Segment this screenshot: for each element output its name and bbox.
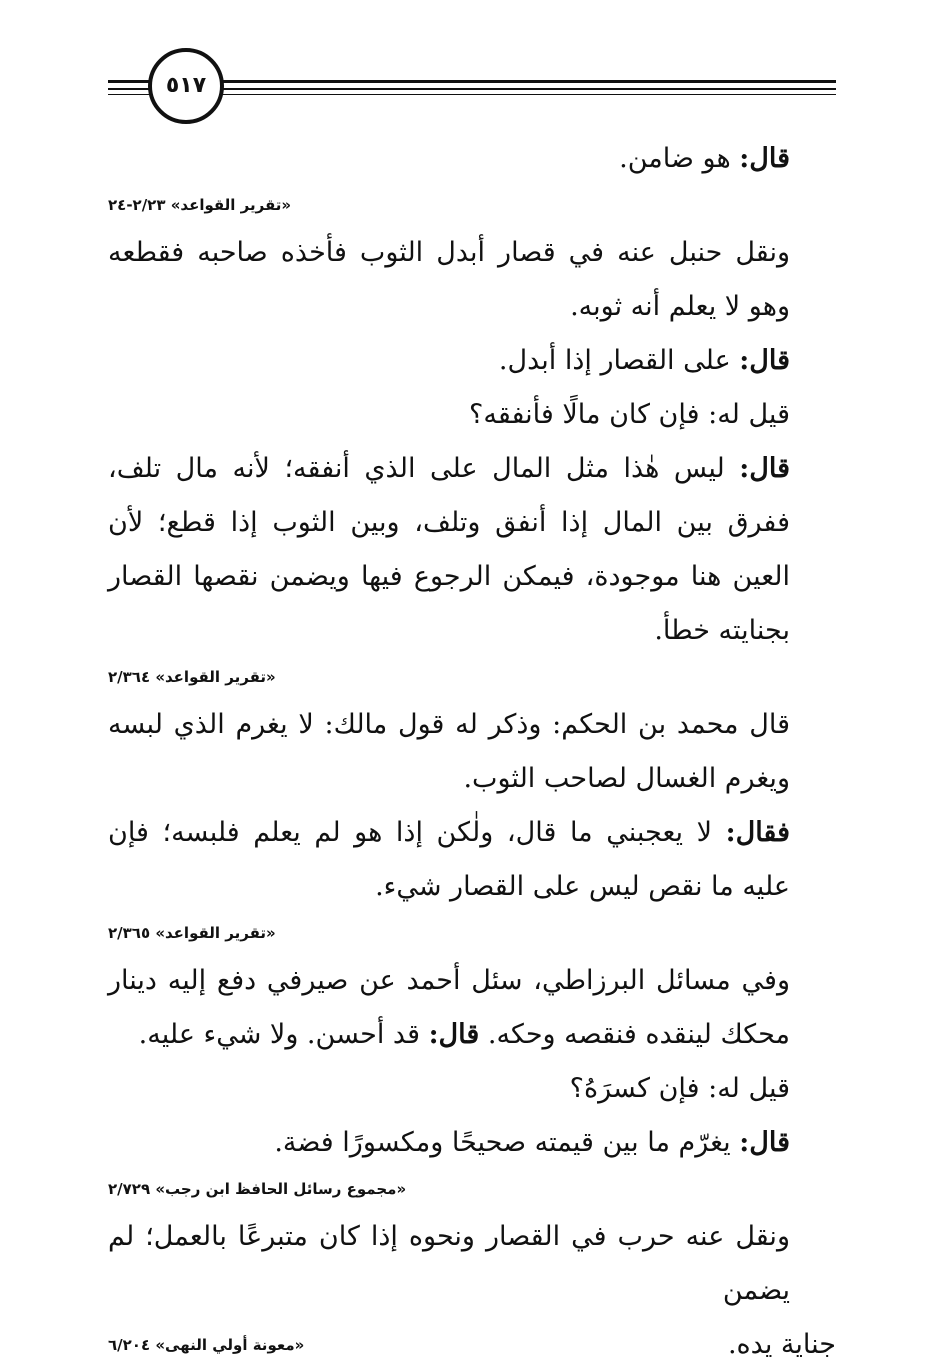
paragraph <box>108 334 836 388</box>
paragraph <box>108 132 836 186</box>
paragraph <box>108 1210 836 1318</box>
paragraph <box>108 806 836 914</box>
paragraph-text: ونقل عنه حرب في القصار ونحوه إذا كان متبرعًا بالعمل؛ لم يضمن <box>108 1221 790 1306</box>
speaker-label: قال: <box>739 143 790 174</box>
paragraph-text: قال محمد بن الحكم: وذكر له قول مالك: لا يغرم الذي لبسه ويغرم الغسال لصاحب الثوب. <box>108 709 790 794</box>
speaker-label: قال: <box>739 453 790 484</box>
source-citation: «مجموع رسائل الحافظ ابن رجب» ٢/٧٢٩ <box>108 1180 407 1198</box>
page-header <box>108 48 836 118</box>
speaker-label: قال: <box>739 345 790 376</box>
speaker-label: فقال: <box>725 817 790 848</box>
paragraph <box>108 954 836 1062</box>
speaker-label: قال: <box>428 1019 480 1050</box>
paragraph-text: وفي مسائل البرزاطي، سئل أحمد عن صيرفي دفع إليه دينار محكك لينقده فنقصه وحكه. <box>108 965 790 1050</box>
paragraph-text: لا يعجبني ما قال، ولٰكن إذا هو لم يعلم فلبسه؛ فإن عليه ما نقص ليس على القصار شيء. <box>108 817 790 902</box>
paragraph <box>108 442 836 658</box>
paragraph <box>108 1062 836 1116</box>
speaker-label: قال: <box>739 1127 790 1158</box>
paragraph-text: قيل له: فإن كان مالًا فأنفقه؟ <box>469 399 790 430</box>
page-number: ٥١٧ <box>148 48 224 124</box>
paragraph-text: على القصار إذا أبدل. <box>498 345 740 376</box>
page-body <box>108 132 836 1372</box>
paragraph-text: ونقل حنبل عنه في قصار أبدل الثوب فأخذه صاحبه فقطعه وهو لا يعلم أنه ثوبه. <box>108 237 790 322</box>
source-citation: «تقرير القواعد» ٢/٣٦٤ <box>108 668 276 686</box>
paragraph-text: ليس هٰذا مثل المال على الذي أنفقه؛ لأنه مال تلف، ففرق بين المال إذا أنفق وتلف، وبين الثوب إذا قطع؛ لأن العين هنا موجودة، فيمكن الرجوع فيها ويضمن نقصها القصار بجنايته خطأ. <box>108 453 790 646</box>
source-citation: «معونة أولي النهى» ٦/٢٠٤ <box>108 1336 305 1354</box>
paragraph-text: جناية يده. <box>727 1329 836 1360</box>
paragraph <box>108 698 836 806</box>
paragraph-line <box>108 1318 836 1372</box>
paragraph-text: قيل له: فإن كسرَهُ؟ <box>569 1073 790 1104</box>
paragraph <box>108 226 836 334</box>
paragraph-text: هو ضامن. <box>619 143 740 174</box>
paragraph-text: قد أحسن. ولا شيء عليه. <box>138 1019 429 1050</box>
paragraph-text: يغرّم ما بين قيمته صحيحًا ومكسورًا فضة. <box>274 1127 740 1158</box>
paragraph <box>108 388 836 442</box>
paragraph <box>108 1116 836 1170</box>
source-citation: «تقرير القواعد» ٢/٢٣-٢٤ <box>108 196 292 214</box>
source-citation: «تقرير القواعد» ٢/٣٦٥ <box>108 924 276 942</box>
